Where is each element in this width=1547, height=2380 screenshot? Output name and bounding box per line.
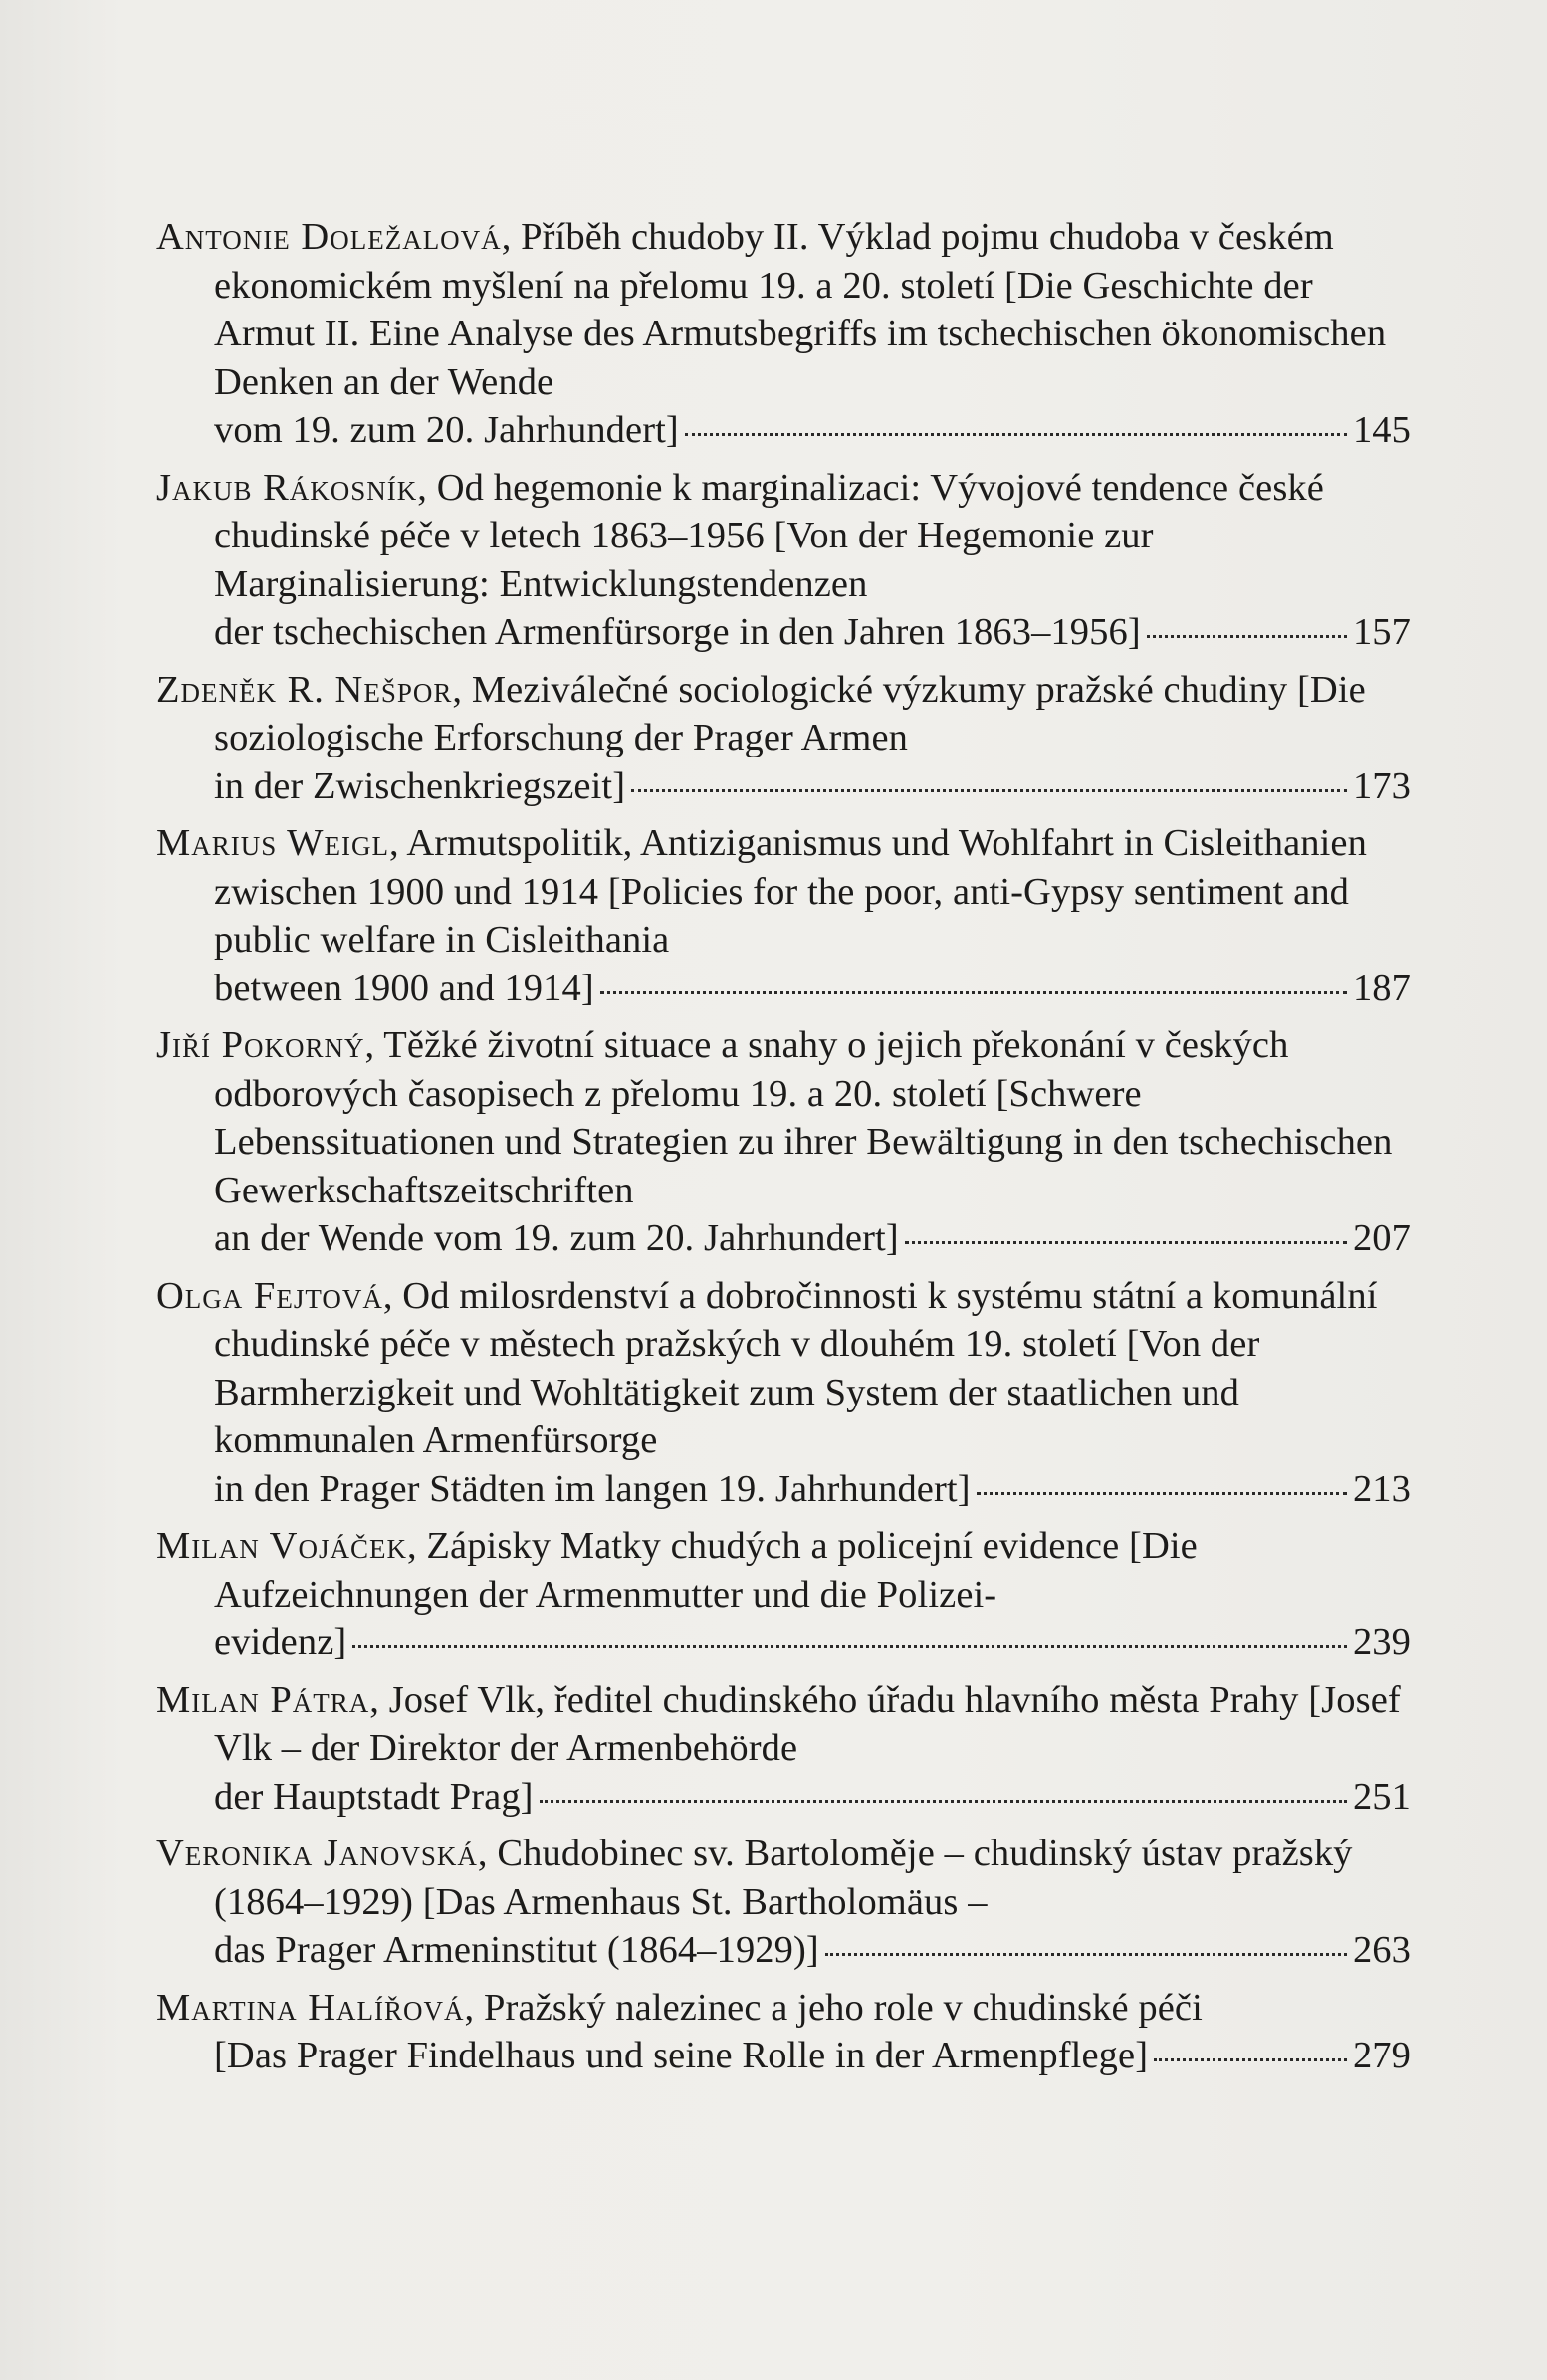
- entry-author: Zdeněk R. Nešpor: [156, 668, 453, 711]
- dot-leader: [600, 991, 1347, 994]
- toc-entry: Milan Vojáček, Zápisky Matky chudých a policejní evidence [Die Aufzeichnungen der Armenmutter und die Polizei- evidenz] 239: [156, 1522, 1411, 1667]
- dot-leader: [825, 1953, 1347, 1956]
- toc-entry: Milan Pátra, Josef Vlk, ředitel chudinského úřadu hlavního města Prahy [Josef Vlk – der Direktor der Armenbehörde der Hauptstadt Prag] 251: [156, 1676, 1411, 1822]
- entry-page-number: 263: [1352, 1929, 1411, 1971]
- entry-title: Zápisky Matky chudých a policejní evidence [Die Aufzeichnungen der Armenmutter und die Polizei-: [214, 1525, 1198, 1616]
- entry-page-number: 213: [1352, 1467, 1411, 1510]
- toc-entry: Marius Weigl, Armutspolitik, Antiziganismus und Wohlfahrt in Cisleithanien zwischen 1900 und 1914 [Policies for the poor, anti-Gypsy sentiment and public welfare in Cisleithania between 1900 and 1914] 187: [156, 819, 1411, 1012]
- toc-entry: Martina Halířová, Pražský nalezinec a jeho role v chudinské péči [Das Prager Findelhaus und seine Rolle in der Armenpflege] 279: [156, 1984, 1411, 2080]
- entry-title-end: in den Prager Städten im langen 19. Jahrhundert]: [214, 1467, 971, 1510]
- entry-page-number: 239: [1352, 1622, 1411, 1663]
- dot-leader: [1147, 635, 1347, 638]
- entry-page-number: 145: [1352, 409, 1411, 451]
- entry-title-end: evidenz]: [214, 1622, 347, 1663]
- entry-last-line: [214, 1926, 1411, 1975]
- entry-title: Pražský nalezinec a jeho role v chudinské péči: [483, 1986, 1203, 2029]
- entry-title-end: [Das Prager Findelhaus und seine Rolle in der Armenpflege]: [214, 2035, 1149, 2076]
- entry-author: Martina Halířová: [156, 1986, 465, 2029]
- entry-title: Od milosrdenství a dobročinnosti k systému státní a komunální chudinské péče v městech pražských v dlouhém 19. století [Von der Barmherzigkeit und Wohltätigkeit zum System der staatlichen und kommunalen Armenfürsorge: [214, 1274, 1378, 1461]
- entry-author: Jiří Pokorný: [156, 1024, 365, 1066]
- toc-entry: Jiří Pokorný, Těžké životní situace a snahy o jejich překonání v českých odborových časopisech z přelomu 19. a 20. století [Schwere Lebenssituationen und Strategien zu ihrer Bewältigung in den tschechischen Gewerkschaftszeitschriften an der Wende vom 19. zum 20. Jahrhundert] 207: [156, 1021, 1411, 1263]
- entry-last-line: [214, 1465, 1411, 1514]
- entry-last-line: [214, 965, 1411, 1013]
- toc-entry: Antonie Doležalová, Příběh chudoby II. Výklad pojmu chudoba v českém ekonomickém myšlení na přelomu 19. a 20. století [Die Geschichte der Armut II. Eine Analyse des Armutsbegriffs im tschechischen ökonomischen Denken an der Wende vom 19. zum 20. Jahrhundert] 145: [156, 213, 1411, 455]
- entry-title: Armutspolitik, Antiziganismus und Wohlfahrt in Cisleithanien zwischen 1900 und 1914 [Policies for the poor, anti-Gypsy sentiment and public welfare in Cisleithania: [214, 822, 1367, 961]
- entry-title-end: das Prager Armeninstitut (1864–1929)]: [214, 1929, 819, 1971]
- entry-last-line: [214, 762, 1411, 811]
- entry-title: Od hegemonie k marginalizaci: Vývojové tendence české chudinské péče v letech 1863–1956 [Von der Hegemonie zur Marginalisierung: Entwicklungstendenzen: [214, 466, 1324, 605]
- entry-title: Chudobinec sv. Bartoloměje – chudinský ústav pražský (1864–1929) [Das Armenhaus St. Bartholomäus –: [214, 1833, 1353, 1923]
- dot-leader: [905, 1241, 1347, 1244]
- entry-last-line: [214, 608, 1411, 657]
- entry-title-end: der Hauptstadt Prag]: [214, 1775, 534, 1818]
- entry-title: Josef Vlk, ředitel chudinského úřadu hlavního města Prahy [Josef Vlk – der Direktor der Armenbehörde: [214, 1678, 1401, 1769]
- entry-title: Příběh chudoby II. Výklad pojmu chudoba v českém ekonomickém myšlení na přelomu 19. a 20. století [Die Geschichte der Armut II. Eine Analyse des Armutsbegriffs im tschechischen ökonomischen Denken an der Wende: [214, 216, 1387, 403]
- entry-last-line: [214, 1773, 1411, 1822]
- entry-author: Veronika Janovská: [156, 1833, 478, 1874]
- entry-page-number: 251: [1352, 1775, 1411, 1818]
- dot-leader: [685, 433, 1347, 436]
- entry-title-end: der tschechischen Armenfürsorge in den Jahren 1863–1956]: [214, 611, 1141, 653]
- dot-leader: [1154, 2058, 1347, 2061]
- entry-author: Milan Vojáček: [156, 1525, 407, 1567]
- toc-entry: Olga Fejtová, Od milosrdenství a dobročinnosti k systému státní a komunální chudinské péče v městech pražských v dlouhém 19. století [Von der Barmherzigkeit und Wohltätigkeit zum System der staatlichen und kommunalen Armenfürsorge in den Prager Städten im langen 19. Jahrhundert] 213: [156, 1272, 1411, 1514]
- entry-page-number: 279: [1352, 2035, 1411, 2076]
- entry-author: Milan Pátra: [156, 1678, 370, 1721]
- entry-title: Meziválečné sociologické výzkumy pražské chudiny [Die soziologische Erforschung der Prager Armen: [214, 668, 1366, 758]
- entry-author: Antonie Doležalová: [156, 216, 502, 258]
- entry-last-line: [214, 1619, 1411, 1667]
- entry-title: Těžké životní situace a snahy o jejich překonání v českých odborových časopisech z přelomu 19. a 20. století [Schwere Lebenssituationen und Strategien zu ihrer Bewältigung in den tschechischen Gewerkschaftszeitschriften: [214, 1024, 1393, 1211]
- entry-page-number: 157: [1352, 611, 1411, 653]
- entry-author: Marius Weigl: [156, 822, 389, 864]
- entry-author: Olga Fejtová: [156, 1274, 383, 1317]
- entry-title-end: vom 19. zum 20. Jahrhundert]: [214, 409, 679, 451]
- entry-title-end: in der Zwischenkriegszeit]: [214, 764, 626, 807]
- entry-title-end: an der Wende vom 19. zum 20. Jahrhundert]: [214, 1217, 899, 1259]
- entry-page-number: 207: [1352, 1217, 1411, 1259]
- entry-title-end: between 1900 and 1914]: [214, 967, 594, 1009]
- toc-entry: Veronika Janovská, Chudobinec sv. Bartoloměje – chudinský ústav pražský (1864–1929) [Das Armenhaus St. Bartholomäus – das Prager Armeninstitut (1864–1929)] 263: [156, 1830, 1411, 1975]
- dot-leader: [977, 1492, 1347, 1495]
- dot-leader: [352, 1645, 1347, 1648]
- entry-last-line: [214, 406, 1411, 455]
- toc-entry: Zdeněk R. Nešpor, Meziválečné sociologické výzkumy pražské chudiny [Die soziologische Erforschung der Prager Armen in der Zwischenkriegszeit] 173: [156, 666, 1411, 811]
- entry-page-number: 173: [1352, 764, 1411, 807]
- entry-last-line: [214, 2032, 1411, 2080]
- toc-entry: Jakub Rákosník, Od hegemonie k marginalizaci: Vývojové tendence české chudinské péče v letech 1863–1956 [Von der Hegemonie zur Marginalisierung: Entwicklungstendenzen der tschechischen Armenfürsorge in den Jahren 1863–1956] 157: [156, 464, 1411, 657]
- dot-leader: [540, 1800, 1347, 1803]
- entry-last-line: [214, 1214, 1411, 1263]
- entry-page-number: 187: [1352, 967, 1411, 1009]
- table-of-contents: [156, 213, 1411, 2089]
- dot-leader: [631, 789, 1347, 792]
- entry-author: Jakub Rákosník: [156, 466, 418, 509]
